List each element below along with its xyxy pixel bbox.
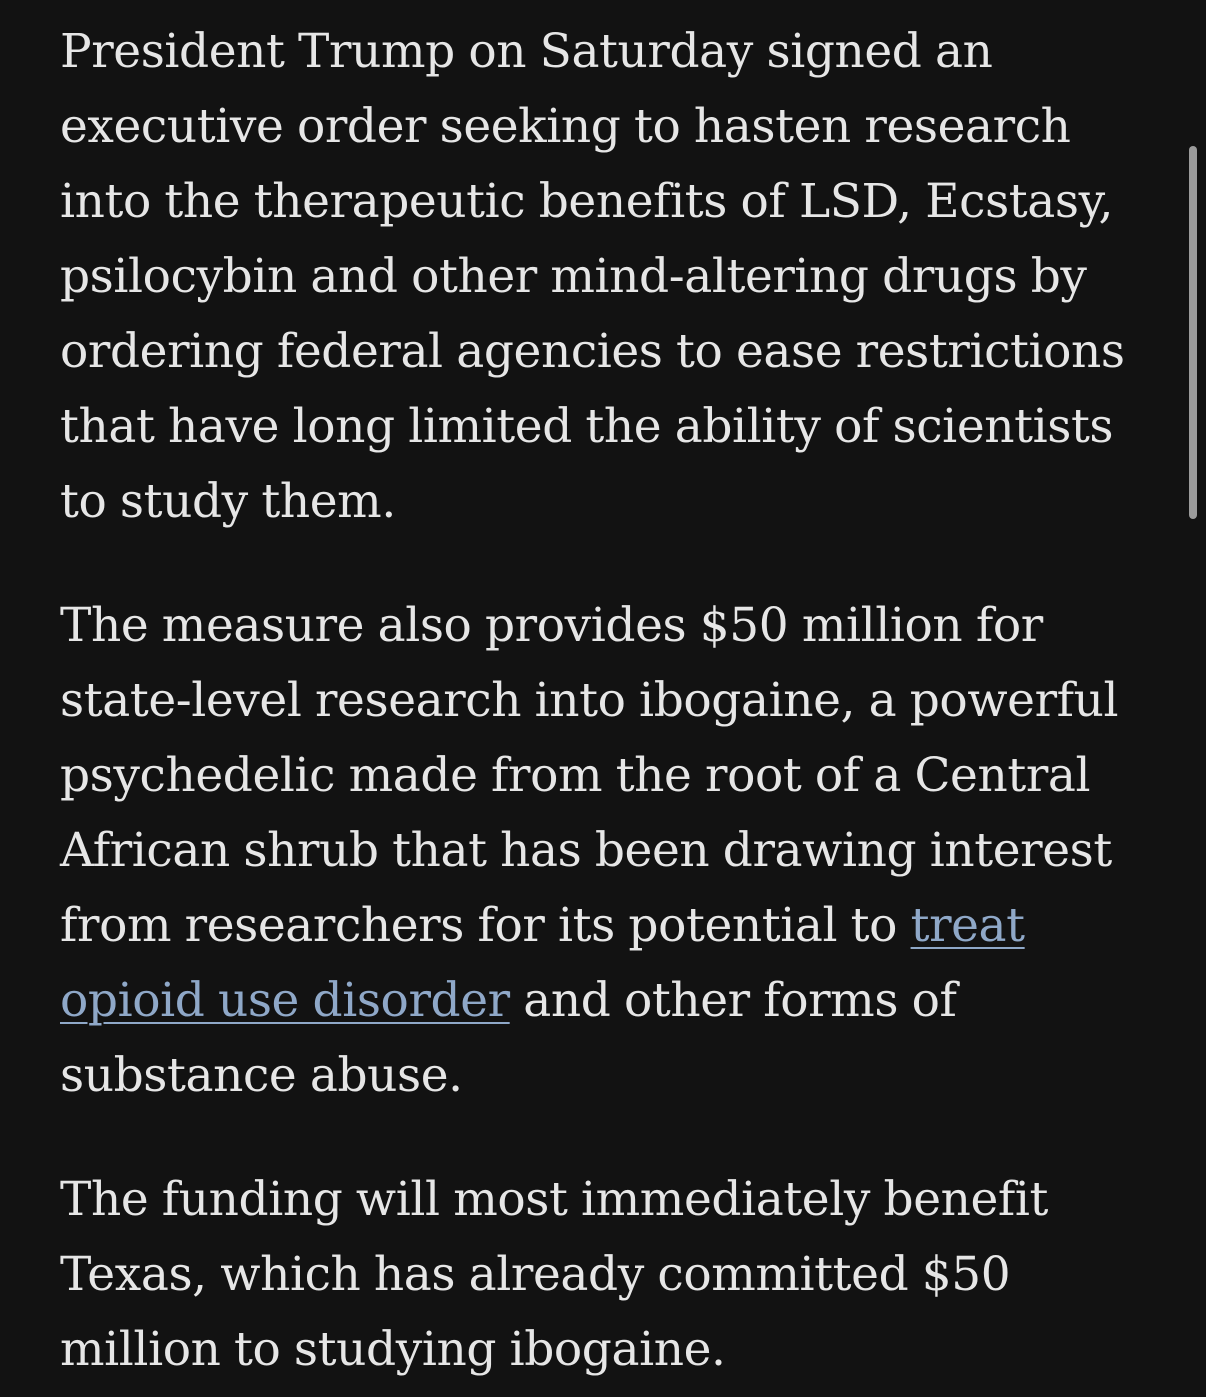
paragraph-2-line: substance abuse. bbox=[60, 1048, 463, 1103]
paragraph-2-text: from researchers for its potential to bbox=[60, 898, 911, 953]
treat-opioid-use-disorder-link[interactable]: opioid use disorder bbox=[60, 973, 510, 1028]
paragraph-3-line: The funding will most immediately benefit bbox=[60, 1172, 1049, 1227]
paragraph-1-line: executive order seeking to hasten research bbox=[60, 99, 1071, 154]
paragraph-2-line bbox=[60, 888, 1168, 963]
paragraph-2-text: and other forms of bbox=[509, 973, 957, 1028]
article-paragraph-3 bbox=[60, 1162, 1168, 1387]
paragraph-3-line: million to studying ibogaine. bbox=[60, 1322, 726, 1377]
scrollbar-thumb[interactable] bbox=[1189, 146, 1197, 519]
paragraph-2-line bbox=[60, 963, 1168, 1038]
paragraph-1-line: ordering federal agencies to ease restrictions bbox=[60, 324, 1125, 379]
paragraph-1-line: to study them. bbox=[60, 474, 396, 529]
article-body bbox=[60, 14, 1168, 1397]
paragraph-1-line: into the therapeutic benefits of LSD, Ecstasy, bbox=[60, 174, 1114, 229]
treat-opioid-use-disorder-link[interactable]: treat bbox=[910, 898, 1025, 953]
paragraph-2-line: African shrub that has been drawing interest bbox=[60, 823, 1112, 878]
paragraph-2-line: state-level research into ibogaine, a powerful bbox=[60, 673, 1119, 728]
paragraph-1-line: that have long limited the ability of scientists bbox=[60, 399, 1114, 454]
paragraph-1-line: President Trump on Saturday signed an bbox=[60, 24, 993, 79]
paragraph-2-line: The measure also provides $50 million for bbox=[60, 598, 1043, 653]
article-paragraph-1 bbox=[60, 14, 1168, 539]
paragraph-2-line: psychedelic made from the root of a Central bbox=[60, 748, 1091, 803]
paragraph-3-line: Texas, which has already committed $50 bbox=[60, 1247, 1011, 1302]
article-paragraph-2 bbox=[60, 588, 1168, 1113]
vertical-scrollbar[interactable] bbox=[1187, 0, 1197, 1397]
paragraph-1-line: psilocybin and other mind-altering drugs by bbox=[60, 249, 1087, 304]
